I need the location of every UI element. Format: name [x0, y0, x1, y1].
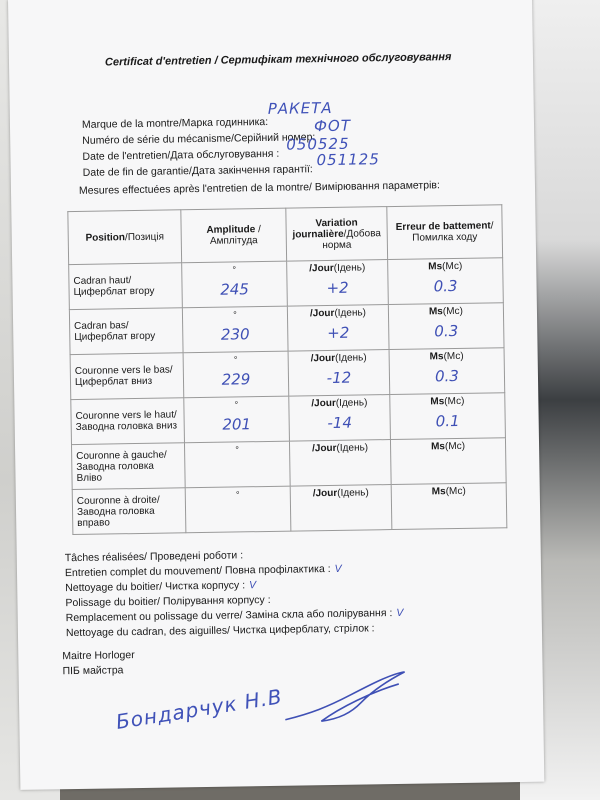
row-amplitude: °	[185, 486, 291, 533]
header-position: Position/Позиція	[68, 210, 182, 265]
field-serial-value: ФОТ	[313, 116, 352, 136]
row-error: Ms(Мс)	[391, 483, 507, 530]
signature-mark	[281, 666, 412, 728]
field-brand-label: Marque de la montre/Марка годинника:	[81, 115, 269, 131]
master-label-ua: ПІБ майстра	[62, 664, 124, 678]
header-amplitude: Amplitude /Амплітуда	[181, 208, 287, 263]
row-error: Ms(Мс) 0.1	[390, 393, 506, 440]
task-item: Polissage du boitier/ Полірування корпусу :	[65, 593, 271, 610]
row-position: Couronne à gauche/ Заводна головка Вліво	[71, 443, 185, 490]
master-section	[62, 648, 135, 679]
measures-table	[67, 204, 507, 535]
table-header-row	[68, 205, 503, 265]
table-row	[71, 438, 506, 490]
row-variation: /Jour(Ідень) +2	[287, 305, 389, 352]
task-item: Nettoyage du boitier/ Чистка корпусу : V	[65, 579, 257, 595]
field-serial-label: Numéro de série du mécanisme/Серійний номер:	[82, 131, 316, 147]
row-amplitude: °	[184, 441, 290, 488]
table-row	[70, 348, 505, 400]
measures-title: Mesures effectuées après l'entretien de la montre/ Вимірювання параметрів:	[78, 179, 440, 197]
header-variation: Variation journalière/Добова норма	[286, 207, 388, 262]
row-variation: /Jour(Ідень) +2	[287, 260, 389, 307]
tasks-section	[65, 546, 404, 641]
row-error: Ms(Мс) 0.3	[389, 348, 505, 395]
row-variation: /Jour(Ідень) -14	[289, 395, 391, 442]
row-variation: /Jour(Ідень)	[289, 440, 391, 487]
header-error: Erreur de battement/Помилка ходу	[387, 205, 503, 260]
check-mark: V	[248, 579, 257, 592]
row-position: Couronne à droite/Заводна головка вправо	[72, 488, 186, 535]
row-error: Ms(Мс)	[390, 438, 506, 485]
field-service-date-value: 050525	[286, 134, 350, 154]
row-position: Cadran haut/Циферблат вгору	[69, 263, 183, 310]
certificate-sheet	[8, 0, 544, 790]
task-item: Remplacement ou polissage du verre/ Заміна скла або полірування : V	[65, 606, 404, 625]
row-amplitude: ° 230	[182, 306, 288, 353]
check-mark: V	[396, 606, 404, 619]
signature-name: Бондарчук Н.В	[114, 684, 285, 734]
field-service-date-label: Date de l'entretien/Дата обслуговування :	[82, 147, 280, 163]
tasks-title: Tâches réalisées/ Проведені роботи :	[64, 549, 244, 565]
task-item: Nettoyage du cadran, des aiguilles/ Чистка циферблату, стрілок :	[65, 622, 375, 640]
table-row	[72, 483, 507, 535]
field-warranty-date-value: 051125	[316, 150, 380, 170]
row-position: Cadran bas/Циферблат вгору	[69, 308, 183, 355]
task-item: Entretien complet du mouvement/ Повна профілактика : V	[64, 562, 342, 580]
row-position: Couronne vers le haut/Заводна головка вниз	[71, 398, 185, 445]
table-row	[69, 303, 504, 355]
row-amplitude: ° 229	[183, 351, 289, 398]
certificate-title: Certificat d'entretien / Сертифікат технічного обслуговування	[104, 51, 452, 69]
table-row	[69, 258, 504, 310]
row-error: Ms(Мс) 0.3	[388, 303, 504, 350]
row-variation: /Jour(Ідень) -12	[288, 350, 390, 397]
field-warranty-date-label: Date de fin de garantie/Дата закінчення гарантії:	[82, 163, 313, 179]
field-brand-value: РАКЕТА	[267, 98, 333, 118]
row-error: Ms(Мс) 0.3	[388, 258, 504, 305]
row-amplitude: ° 245	[182, 261, 288, 308]
row-position: Couronne vers le bas/Циферблат вниз	[70, 353, 184, 400]
check-mark: V	[334, 562, 342, 575]
row-variation: /Jour(Ідень)	[290, 485, 392, 532]
table-row	[71, 393, 506, 445]
master-label-fr: Maitre Horloger	[62, 649, 135, 663]
row-amplitude: ° 201	[184, 396, 290, 443]
